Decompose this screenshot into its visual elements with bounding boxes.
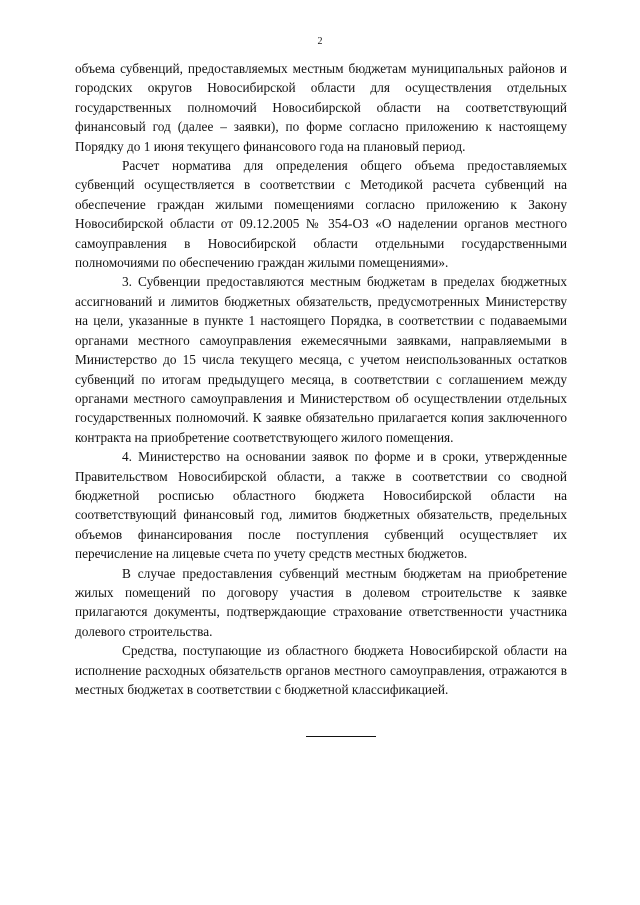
end-of-document-rule xyxy=(306,736,376,737)
paragraph-item-3: 3. Субвенции предоставляются местным бюджетам в пределах бюджетных ассигнований и лимитов бюджетных обязательств, предусмотренных Министерству на цели, указанные в пункте 1 настоящего Порядка, в соответствии с подаваемыми органами местного самоуправления ежемесячными заявками, направляемыми в Министерство до 15 числа текущего месяца, с учетом неиспользованных остатков субвенций по итогам предыдущего месяца, в соответствии с соглашением между органами местного самоуправления и Министерством об осуществлении отдельных государственных полномочий. К заявке обязательно прилагается копия заключенного контракта на приобретение соответствующего жилого помещения. xyxy=(75,274,567,445)
paragraph-shared-construction: В случае предоставления субвенций местным бюджетам на приобретение жилых помещений по договору участия в долевом строительстве к заявке прилагаются документы, подтверждающие страхование ответственности участника долевого строительства. xyxy=(75,565,567,639)
paragraph-continuation: объема субвенций, предоставляемых местным бюджетам муниципальных районов и городских округов Новосибирской области для осуществления отдельных государственных полномочий Новосибирской области на соответствующий финансовый год (далее – заявки), по форме согласно приложению к настоящему Порядку до 1 июня текущего финансового года на плановый период. xyxy=(75,61,567,154)
paragraph-norm-calculation: Расчет норматива для определения общего объема предоставляемых субвенций осуществляется в соответствии с Методикой расчета субвенций на обеспечение граждан жилыми помещениями согласно приложению к Закону Новосибирской области от 09.12.2005 № 354-ОЗ «О наделении органов местного самоуправления в Новосибирской области отдельными государственными полномочиями по обеспечению граждан жилыми помещениями». xyxy=(75,158,567,271)
paragraph-item-4: 4. Министерство на основании заявок по форме и в сроки, утвержденные Правительством Новосибирской области, а также в соответствии со сводной бюджетной росписью областного бюджета Новосибирской области на соответствующий финансовый год, лимитов бюджетных обязательств, предельных объемов финансирования после поступления субвенций осуществляет их перечисление на лицевые счета по учету средств местных бюджетов. xyxy=(75,449,567,562)
document-body xyxy=(75,59,567,699)
paragraph-funds-reflection: Средства, поступающие из областного бюджета Новосибирской области на исполнение расходных обязательств органов местного самоуправления, отражаются в местных бюджетах в соответствии с бюджетной классификацией. xyxy=(75,643,567,697)
page-number: 2 xyxy=(317,36,323,47)
